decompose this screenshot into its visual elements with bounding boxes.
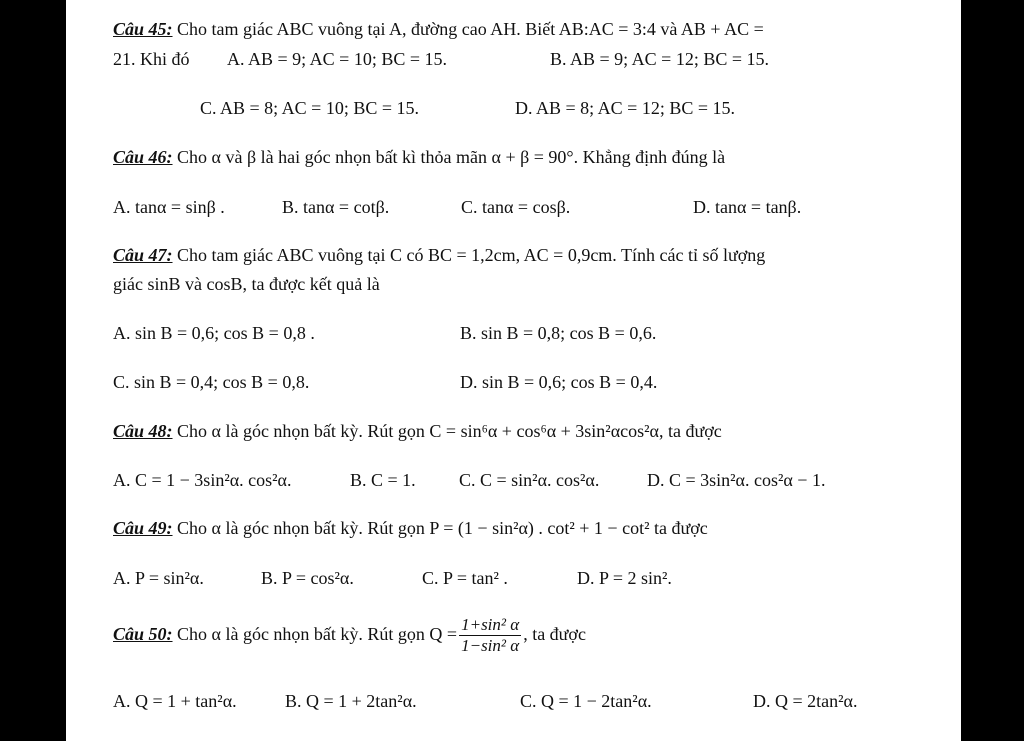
q48-stem: Cho α là góc nhọn bất kỳ. Rút gọn C = sin⁶α + cos⁶α + 3sin²αcos²α, ta được xyxy=(172,421,722,441)
q47-option-b: B. sin B = 0,8; cos B = 0,6. xyxy=(460,323,657,343)
q45-label: Câu 45: xyxy=(113,19,173,39)
q49-option-c: C. P = tan² . xyxy=(422,568,508,588)
q46-option-b: B. tanα = cotβ. xyxy=(282,197,390,217)
q49-label: Câu 49: xyxy=(113,518,173,538)
q50-option-c: C. Q = 1 − 2tan²α. xyxy=(520,691,652,711)
q50-stem-post: , ta được xyxy=(523,624,586,644)
q47-stem-1: Cho tam giác ABC vuông tại C có BC = 1,2cm, AC = 0,9cm. Tính các tỉ số lượng xyxy=(172,245,766,265)
q50-option-d: D. Q = 2tan²α. xyxy=(753,691,858,711)
q47-line2 xyxy=(113,273,380,295)
q50-stem-pre: Cho α là góc nhọn bất kỳ. Rút gọn Q = xyxy=(172,624,458,644)
q47-option-d: D. sin B = 0,6; cos B = 0,4. xyxy=(460,372,658,392)
q50-label: Câu 50: xyxy=(113,624,173,644)
q50-stem-line xyxy=(113,612,586,656)
q48-option-a: A. C = 1 − 3sin²α. cos²α. xyxy=(113,470,292,490)
q49-option-d: D. P = 2 sin². xyxy=(577,568,672,588)
q47-line1 xyxy=(113,244,765,266)
q46-option-d: D. tanα = tanβ. xyxy=(693,197,802,217)
q45-line1 xyxy=(113,18,764,40)
q46-label: Câu 46: xyxy=(113,147,173,167)
q50-option-a: A. Q = 1 + tan²α. xyxy=(113,691,237,711)
q49-option-a: A. P = sin²α. xyxy=(113,568,204,588)
q47-label: Câu 47: xyxy=(113,245,173,265)
q49-option-b: B. P = cos²α. xyxy=(261,568,354,588)
document-page xyxy=(66,0,961,741)
q47-option-a: A. sin B = 0,6; cos B = 0,8 . xyxy=(113,323,315,343)
q46-stem-line xyxy=(113,146,725,168)
q46-option-a: A. tanα = sinβ . xyxy=(113,197,225,217)
q48-option-c: C. C = sin²α. cos²α. xyxy=(459,470,600,490)
q45-option-a: A. AB = 9; AC = 10; BC = 15. xyxy=(227,49,447,69)
q45-option-d: D. AB = 8; AC = 12; BC = 15. xyxy=(515,98,735,118)
q50-fraction xyxy=(459,615,521,656)
q48-stem-line xyxy=(113,420,722,442)
q48-label: Câu 48: xyxy=(113,421,173,441)
q46-stem: Cho α và β là hai góc nhọn bất kì thỏa mãn α + β = 90°. Khẳng định đúng là xyxy=(172,147,726,167)
q47-stem-2: giác sinB và cosB, ta được kết quả là xyxy=(113,274,380,294)
q46-option-c: C. tanα = cosβ. xyxy=(461,197,571,217)
q45-option-b: B. AB = 9; AC = 12; BC = 15. xyxy=(550,49,769,69)
q50-fraction-numerator: 1+sin² α xyxy=(461,615,520,635)
q47-option-c: C. sin B = 0,4; cos B = 0,8. xyxy=(113,372,310,392)
q48-option-d: D. C = 3sin²α. cos²α − 1. xyxy=(647,470,826,490)
q49-stem-line xyxy=(113,517,708,539)
q48-option-b: B. C = 1. xyxy=(350,470,416,490)
q45-stem-2: 21. Khi đó xyxy=(113,49,190,69)
q45-option-c: C. AB = 8; AC = 10; BC = 15. xyxy=(200,98,419,118)
q45-stem-1: Cho tam giác ABC vuông tại A, đường cao AH. Biết AB:AC = 3:4 và AB + AC = xyxy=(172,19,764,39)
q50-fraction-denominator: 1−sin² α xyxy=(461,636,520,656)
q50-option-b: B. Q = 1 + 2tan²α. xyxy=(285,691,417,711)
q49-stem: Cho α là góc nhọn bất kỳ. Rút gọn P = (1 − sin²α) . cot² + 1 − cot² ta được xyxy=(172,518,708,538)
